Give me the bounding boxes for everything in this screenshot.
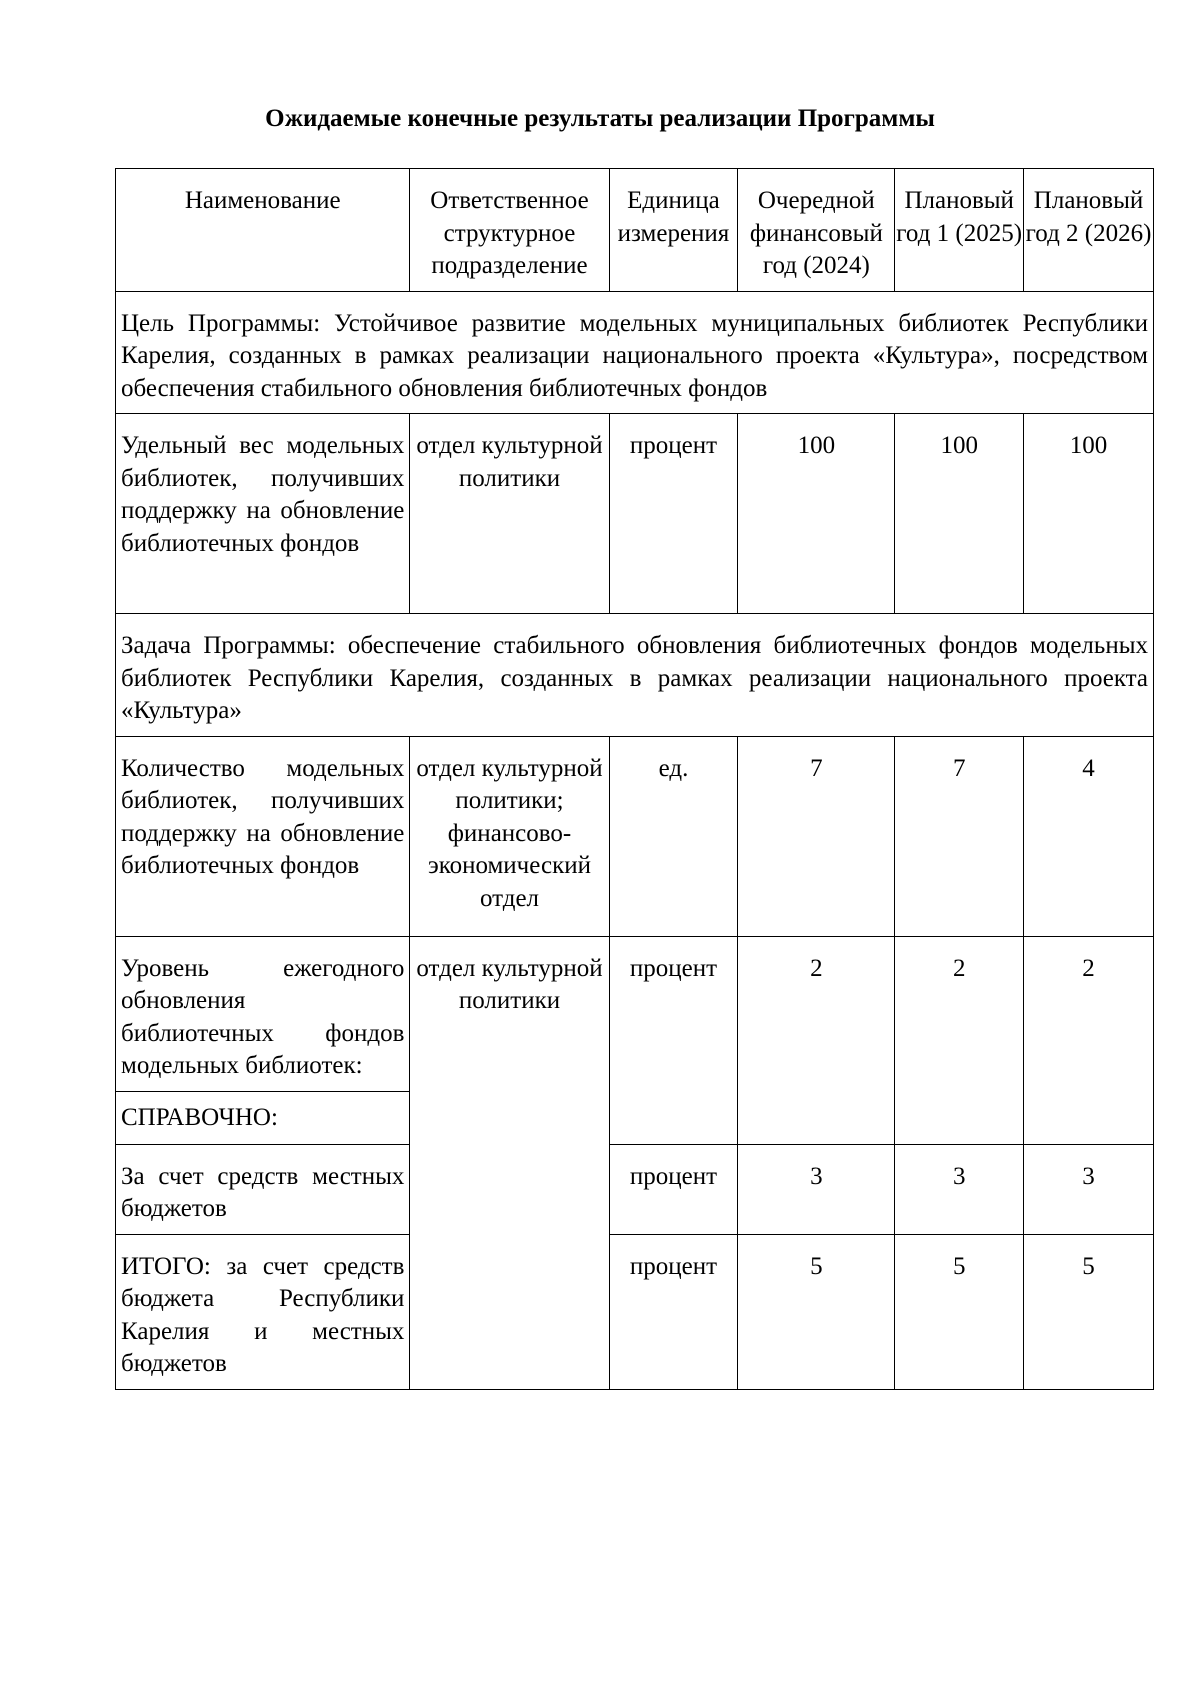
table-header-row (116, 169, 1154, 292)
table-row (116, 936, 1154, 1091)
responsible-department: отдел культурной политики (410, 936, 609, 1389)
unit-cell: ед. (609, 736, 738, 936)
program-goal: Цель Программы: Устойчивое развитие модельных муниципальных библиотек Республики Карелия, созданных в рамках реализации национального проекта «Культура», посредством обеспечения стабильного обновления библиотечных фондов (116, 291, 1154, 414)
page-title: Ожидаемые конечные результаты реализации Программы (265, 105, 935, 132)
unit-cell: процент (609, 1234, 738, 1389)
value-2025: 3 (895, 1144, 1024, 1234)
unit-cell: процент (609, 936, 738, 1144)
value-2024: 5 (738, 1234, 895, 1389)
program-task: Задача Программы: обеспечение стабильного обновления библиотечных фондов модельных библиотек Республики Карелия, созданных в рамках реализации национального проекта «Культура» (116, 614, 1154, 737)
table-row (116, 1234, 1154, 1389)
indicator-name: Количество модельных библиотек, получивших поддержку на обновление библиотечных фондов (116, 736, 410, 936)
value-2025: 2 (895, 936, 1024, 1144)
unit-cell: процент (609, 414, 738, 614)
indicator-name: Уровень ежегодного обновления библиотечных фондов модельных библиотек: (116, 936, 410, 1091)
value-2025: 7 (895, 736, 1024, 936)
value-2025: 5 (895, 1234, 1024, 1389)
table-row (116, 414, 1154, 614)
value-2026: 3 (1024, 1144, 1154, 1234)
header-department: Ответственное структурное подразделение (410, 169, 609, 292)
task-row (116, 614, 1154, 737)
value-2026: 100 (1024, 414, 1154, 614)
value-2024: 3 (738, 1144, 895, 1234)
header-name: Наименование (116, 169, 410, 292)
unit-cell: процент (609, 1144, 738, 1234)
value-2025: 100 (895, 414, 1024, 614)
value-2026: 4 (1024, 736, 1154, 936)
header-year-2026: Плановый год 2 (2026) (1024, 169, 1154, 292)
value-2026: 2 (1024, 936, 1154, 1144)
header-unit: Единица измерения (609, 169, 738, 292)
indicator-name: За счет средств местных бюджетов (116, 1144, 410, 1234)
indicator-name: Удельный вес модельных библиотек, получивших поддержку на обновление библиотечных фондов (116, 414, 410, 614)
value-2024: 2 (738, 936, 895, 1144)
header-year-2024: Очередной финансовый год (2024) (738, 169, 895, 292)
table-row (116, 736, 1154, 936)
responsible-department: отдел культурной политики; финансово-экономический отдел (410, 736, 609, 936)
value-2024: 100 (738, 414, 895, 614)
value-2026: 5 (1024, 1234, 1154, 1389)
responsible-department: отдел культурной политики (410, 414, 609, 614)
table-row (116, 1144, 1154, 1234)
indicator-name: ИТОГО: за счет средств бюджета Республики Карелия и местных бюджетов (116, 1234, 410, 1389)
results-table (115, 168, 1154, 1390)
goal-row (116, 291, 1154, 414)
header-year-2025: Плановый год 1 (2025) (895, 169, 1024, 292)
value-2024: 7 (738, 736, 895, 936)
reference-label: СПРАВОЧНО: (116, 1091, 410, 1144)
